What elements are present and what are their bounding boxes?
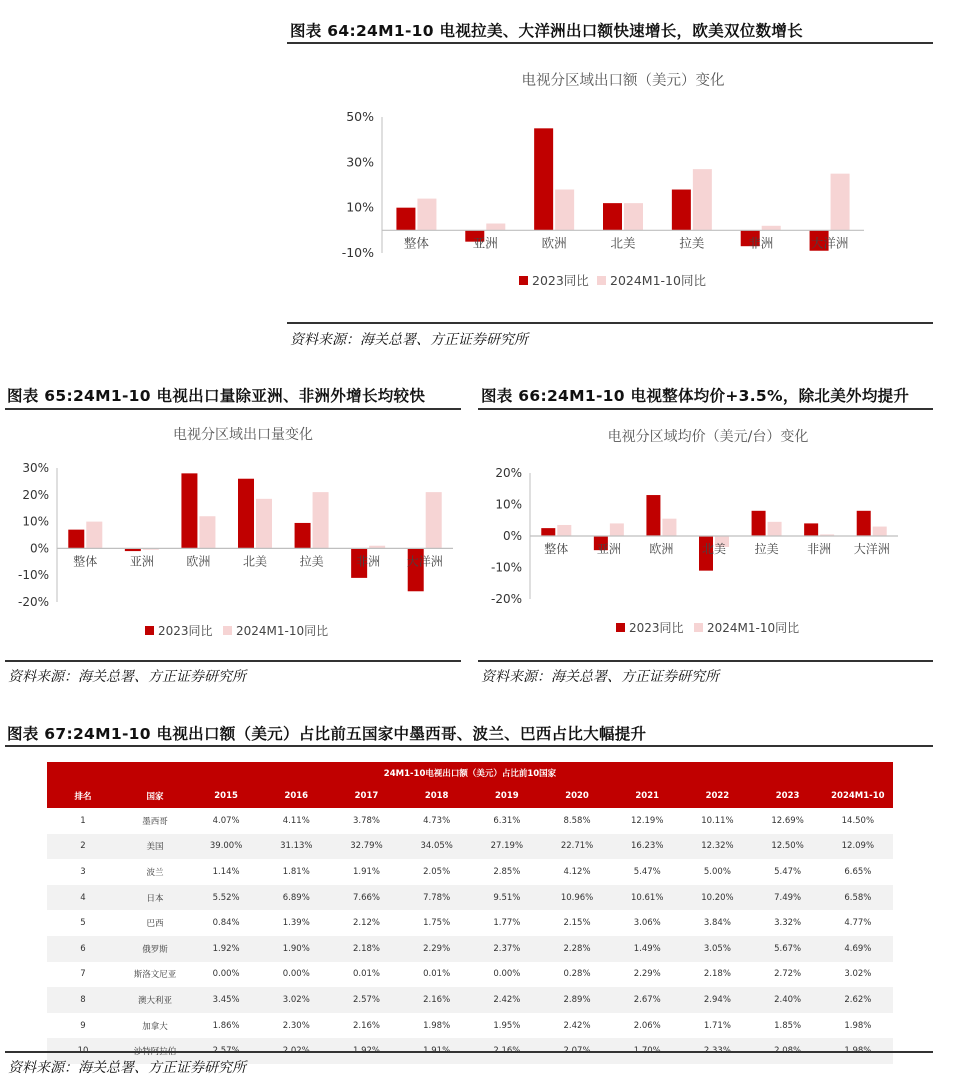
y-tick-label: -20% (490, 592, 522, 606)
x-tick-label: 拉美 (299, 554, 324, 569)
fig64-title: 图表 64:24M1-10 电视拉美、大洋洲出口额快速增长，欧美双位数增长 (290, 22, 803, 40)
bar-2023 (752, 511, 766, 536)
table-cell: 7.49% (753, 885, 823, 911)
table-cell: 2.42% (472, 987, 542, 1013)
table-cell: 4 (47, 885, 119, 911)
chart-65-svg (5, 418, 461, 650)
table-cell: 3.78% (331, 808, 401, 834)
table-cell: 4.07% (191, 808, 261, 834)
table-cell: 0.00% (191, 962, 261, 988)
chart-title: 电视分区域出口量变化 (173, 427, 313, 443)
table-cell: 5.00% (682, 859, 752, 885)
fig65-title: 图表 65:24M1-10 电视出口量除亚洲、非洲外增长均较快 (7, 387, 426, 405)
legend-swatch-2023 (145, 626, 154, 635)
y-tick-label: 0% (29, 541, 49, 556)
legend-label-2023: 2023同比 (629, 621, 684, 635)
table-cell: 1.98% (402, 1013, 472, 1039)
bar-2024 (624, 203, 643, 230)
table-cell: 34.05% (402, 834, 472, 860)
table-cell: 2.30% (261, 1013, 331, 1039)
table-header-cell: 2022 (682, 784, 752, 808)
table-row (47, 987, 893, 1013)
table-cell: 波兰 (119, 859, 191, 885)
table-header-cell: 2018 (402, 784, 472, 808)
table-row (47, 910, 893, 936)
table-cell: 4.11% (261, 808, 331, 834)
table-cell: 2.37% (472, 936, 542, 962)
x-tick-label: 欧洲 (186, 554, 211, 569)
table-cell: 1.14% (191, 859, 261, 885)
x-tick-label: 亚洲 (129, 554, 154, 569)
x-tick-label: 大洋洲 (810, 235, 849, 251)
fig65-top-rule (5, 408, 461, 410)
table-cell: 2.06% (612, 1013, 682, 1039)
table-header-cell: 2017 (331, 784, 401, 808)
table-cell: 10.96% (542, 885, 612, 911)
bar-2024 (199, 516, 215, 548)
table-cell: 6.65% (823, 859, 893, 885)
fig66-title: 图表 66:24M1-10 电视整体均价+3.5%，除北美外均提升 (481, 387, 910, 405)
table-cell: 2.15% (542, 910, 612, 936)
table-header-row (47, 784, 893, 808)
table-cell: 1.75% (402, 910, 472, 936)
table-caption: 24M1-10电视出口额（美元）占比前10国家 (47, 762, 893, 784)
table-cell: 2.16% (331, 1013, 401, 1039)
legend-swatch-2024 (223, 626, 232, 635)
legend-label-2024: 2024M1-10同比 (707, 621, 800, 635)
table-cell: 澳大利亚 (119, 987, 191, 1013)
table-cell: 12.32% (682, 834, 752, 860)
y-tick-label: 0% (502, 529, 522, 543)
bar-2024 (486, 224, 505, 231)
bar-2023 (534, 128, 553, 230)
table-cell: 27.19% (472, 834, 542, 860)
table-cell: 39.00% (191, 834, 261, 860)
legend-swatch-2024 (597, 276, 606, 285)
table-cell: 10.20% (682, 885, 752, 911)
table-cell: 2.12% (331, 910, 401, 936)
y-tick-label: -10% (490, 560, 522, 575)
table-cell: 3.45% (191, 987, 261, 1013)
bar-2024 (426, 492, 442, 548)
chart-title: 电视分区域出口额（美元）变化 (521, 73, 725, 89)
table-cell: 31.13% (261, 834, 331, 860)
table-cell: 墨西哥 (119, 808, 191, 834)
table-cell: 9.51% (472, 885, 542, 911)
table-row (47, 808, 893, 834)
table-cell: 2.72% (753, 962, 823, 988)
table-cell: 1 (47, 808, 119, 834)
table-row (47, 962, 893, 988)
table-cell: 22.71% (542, 834, 612, 860)
table-cell: 1.91% (331, 859, 401, 885)
table-cell: 4.12% (542, 859, 612, 885)
table-cell: 6.31% (472, 808, 542, 834)
fig67-title: 图表 67:24M1-10 电视出口额（美元）占比前五国家中墨西哥、波兰、巴西占比大幅提升 (7, 725, 647, 743)
x-tick-label: 非洲 (807, 542, 832, 556)
x-tick-label: 整体 (403, 235, 429, 251)
bar-2024 (555, 190, 574, 231)
x-tick-label: 欧洲 (541, 235, 567, 251)
bar-2023 (541, 528, 555, 536)
table-cell: 4.73% (402, 808, 472, 834)
table-cell: 2.18% (331, 936, 401, 962)
table-cell: 1.86% (191, 1013, 261, 1039)
table-cell: 8 (47, 987, 119, 1013)
chart-64-svg (287, 55, 933, 310)
y-tick-label: -20% (17, 595, 49, 609)
table-cell: 2.28% (542, 936, 612, 962)
table-cell: 0.84% (191, 910, 261, 936)
fig66-source: 资料来源：海关总署、方正证券研究所 (481, 669, 719, 685)
table-header-cell: 2020 (542, 784, 612, 808)
table-cell: 2.18% (682, 962, 752, 988)
table-cell: 5.67% (753, 936, 823, 962)
table-cell: 2.67% (612, 987, 682, 1013)
y-tick-label: 50% (346, 109, 374, 124)
table-cell: 12.69% (753, 808, 823, 834)
bar-2023 (68, 530, 84, 549)
bar-2023 (181, 473, 197, 548)
table-cell: 1.77% (472, 910, 542, 936)
table-cell: 0.00% (261, 962, 331, 988)
table-cell: 2.29% (402, 936, 472, 962)
bar-2024 (86, 522, 102, 549)
table-cell: 加拿大 (119, 1013, 191, 1039)
x-tick-label: 北美 (610, 235, 636, 251)
y-tick-label: -10% (17, 568, 49, 583)
x-tick-label: 北美 (242, 554, 268, 569)
legend-label-2024: 2024M1-10同比 (236, 624, 329, 638)
x-tick-label: 非洲 (356, 554, 381, 569)
table-cell: 斯洛文尼亚 (119, 962, 191, 988)
table-header-cell: 国家 (119, 784, 191, 808)
fig66-top-rule (478, 408, 933, 410)
x-tick-label: 非洲 (748, 235, 774, 251)
fig64-top-rule (287, 42, 933, 44)
table-cell: 2.85% (472, 859, 542, 885)
table-row (47, 885, 893, 911)
table-cell: 12.09% (823, 834, 893, 860)
table-cell: 1.71% (682, 1013, 752, 1039)
table-cell: 2.16% (402, 987, 472, 1013)
bar-2023 (646, 495, 660, 536)
fig64-bottom-rule (287, 322, 933, 324)
table-cell: 1.92% (191, 936, 261, 962)
table-row (47, 834, 893, 860)
fig67-source: 资料来源：海关总署、方正证券研究所 (8, 1060, 246, 1076)
table-cell: 2.62% (823, 987, 893, 1013)
table-cell: 4.69% (823, 936, 893, 962)
y-tick-label: 10% (495, 497, 522, 512)
table-cell: 5 (47, 910, 119, 936)
y-tick-label: -10% (341, 245, 374, 260)
x-tick-label: 北美 (701, 542, 727, 556)
table-cell: 美国 (119, 834, 191, 860)
y-tick-label: 10% (22, 514, 49, 529)
table-header-cell: 2021 (612, 784, 682, 808)
table-cell: 2.89% (542, 987, 612, 1013)
table-cell: 32.79% (331, 834, 401, 860)
table-cell: 3.06% (612, 910, 682, 936)
legend-swatch-2023 (519, 276, 528, 285)
chart-66-svg (478, 418, 933, 650)
bar-2024 (313, 492, 329, 548)
table-cell: 3.02% (823, 962, 893, 988)
bar-2024 (831, 174, 850, 231)
table-cell: 6.89% (261, 885, 331, 911)
fig67-bottom-rule (5, 1051, 933, 1053)
bar-2024 (557, 525, 571, 536)
bar-2024 (762, 226, 781, 231)
fig67-top-rule (5, 745, 933, 747)
table-header-cell: 2023 (753, 784, 823, 808)
table-cell: 1.49% (612, 936, 682, 962)
x-tick-label: 拉美 (754, 542, 779, 556)
legend-label-2023: 2023同比 (158, 624, 213, 638)
table-cell: 2.42% (542, 1013, 612, 1039)
bar-2024 (693, 169, 712, 230)
x-tick-label: 亚洲 (596, 542, 621, 556)
bar-2023 (238, 479, 254, 549)
fig65-bottom-rule (5, 660, 461, 662)
fig66-bottom-rule (478, 660, 933, 662)
table-cell: 1.39% (261, 910, 331, 936)
bar-2023 (396, 208, 415, 231)
table-header-cell: 排名 (47, 784, 119, 808)
table-cell: 7.78% (402, 885, 472, 911)
table-cell: 1.81% (261, 859, 331, 885)
table-cell: 9 (47, 1013, 119, 1039)
bar-2023 (804, 523, 818, 536)
table-cell: 10.61% (612, 885, 682, 911)
table-cell: 3.84% (682, 910, 752, 936)
bar-2023 (295, 523, 311, 548)
table-cell: 12.50% (753, 834, 823, 860)
y-tick-label: 20% (22, 487, 49, 502)
table-header-cell: 2016 (261, 784, 331, 808)
table-cell: 3 (47, 859, 119, 885)
table-row (47, 936, 893, 962)
y-tick-label: 30% (346, 154, 374, 170)
table-cell: 3.05% (682, 936, 752, 962)
x-tick-label: 欧洲 (649, 542, 674, 556)
legend-swatch-2024 (694, 623, 703, 632)
bar-2023 (603, 203, 622, 230)
bar-2023 (672, 190, 691, 231)
table-cell: 5.47% (612, 859, 682, 885)
x-tick-label: 拉美 (679, 235, 705, 251)
x-tick-label: 大洋洲 (406, 554, 443, 569)
table-cell: 2 (47, 834, 119, 860)
table-cell: 14.50% (823, 808, 893, 834)
table-cell: 1.98% (823, 1013, 893, 1039)
table-cell: 5.52% (191, 885, 261, 911)
legend-swatch-2023 (616, 623, 625, 632)
table-cell: 16.23% (612, 834, 682, 860)
table-cell: 2.57% (331, 987, 401, 1013)
x-tick-label: 整体 (73, 554, 98, 569)
table-cell: 日本 (119, 885, 191, 911)
table-cell: 3.02% (261, 987, 331, 1013)
share-table (47, 762, 893, 1064)
bar-2024 (417, 199, 436, 231)
table-cell: 2.29% (612, 962, 682, 988)
x-tick-label: 整体 (544, 542, 569, 556)
table-cell: 5.47% (753, 859, 823, 885)
y-tick-label: 10% (346, 199, 374, 215)
chart-title: 电视分区域均价（美元/台）变化 (607, 429, 809, 445)
table-cell: 8.58% (542, 808, 612, 834)
share-table-grid (47, 762, 893, 1064)
table-cell: 俄罗斯 (119, 936, 191, 962)
table-header-cell: 2015 (191, 784, 261, 808)
table-cell: 2.40% (753, 987, 823, 1013)
table-cell: 0.01% (402, 962, 472, 988)
table-cell: 0.01% (331, 962, 401, 988)
bar-2024 (610, 523, 624, 536)
bar-2024 (256, 499, 272, 549)
fig64-source: 资料来源：海关总署、方正证券研究所 (290, 332, 528, 348)
table-cell: 10.11% (682, 808, 752, 834)
table-cell: 巴西 (119, 910, 191, 936)
bar-2023 (857, 511, 871, 536)
table-cell: 1.95% (472, 1013, 542, 1039)
y-tick-label: 30% (22, 461, 49, 475)
table-cell: 0.00% (472, 962, 542, 988)
y-tick-label: 20% (495, 466, 522, 480)
x-tick-label: 亚洲 (472, 235, 498, 251)
legend-label-2024: 2024M1-10同比 (610, 273, 706, 288)
table-cell: 4.77% (823, 910, 893, 936)
table-cell: 7.66% (331, 885, 401, 911)
table-cell: 6 (47, 936, 119, 962)
bar-2024 (873, 527, 887, 536)
table-header-cell: 2019 (472, 784, 542, 808)
legend-label-2023: 2023同比 (532, 273, 589, 288)
bar-2024 (662, 519, 676, 536)
table-header-cell: 2024M1-10 (823, 784, 893, 808)
table-cell: 12.19% (612, 808, 682, 834)
table-row (47, 1013, 893, 1039)
table-cell: 0.28% (542, 962, 612, 988)
table-cell: 2.05% (402, 859, 472, 885)
bar-2024 (768, 522, 782, 536)
table-cell: 1.90% (261, 936, 331, 962)
table-cell: 7 (47, 962, 119, 988)
fig65-source: 资料来源：海关总署、方正证券研究所 (8, 669, 246, 685)
table-cell: 3.32% (753, 910, 823, 936)
x-tick-label: 大洋洲 (853, 542, 890, 556)
table-cell: 2.94% (682, 987, 752, 1013)
table-cell: 6.58% (823, 885, 893, 911)
table-cell: 1.85% (753, 1013, 823, 1039)
table-row (47, 859, 893, 885)
